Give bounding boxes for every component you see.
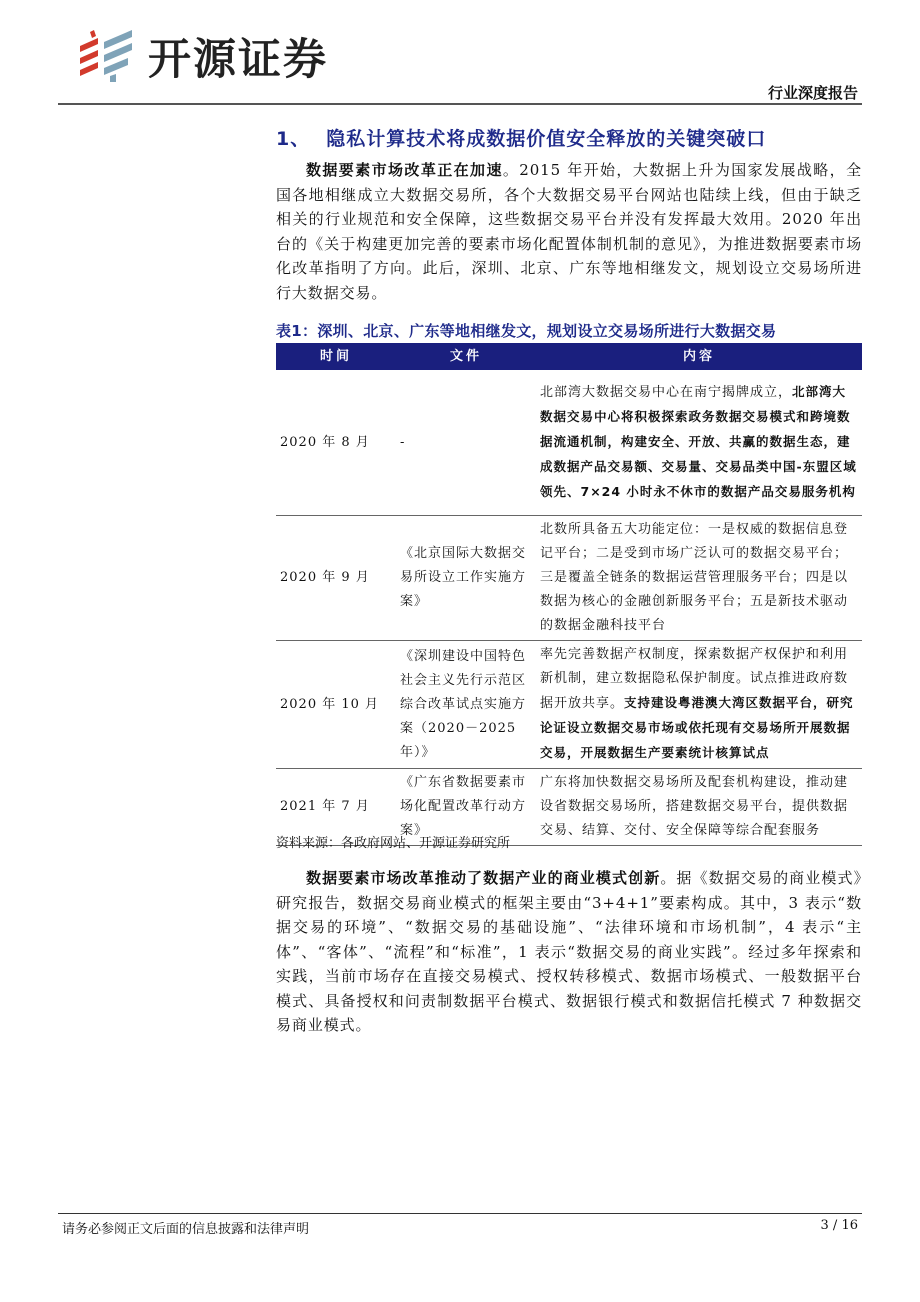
section-heading [276,124,766,151]
section-title: 隐私计算技术将成数据价值安全释放的关键突破口 [326,128,767,150]
content-plain: 北部湾大数据交易中心在南宁揭牌成立， [540,385,793,400]
header-content: 内容 [536,343,862,370]
cell-file: 《广东省数据要素市场化配置改革行动方案》 [396,769,536,846]
cell-time: 2020 年 8 月 [276,370,396,516]
company-logo [76,28,328,84]
cell-content [536,370,862,516]
table-row [276,516,862,641]
paragraph-1-lead: 数据要素市场改革正在加速 [306,161,503,179]
paragraph-2-lead: 数据要素市场改革推动了数据产业的商业模式创新 [306,869,661,887]
cell-file: 《北京国际大数据交易所设立工作实施方案》 [396,516,536,641]
paragraph-2 [276,866,862,1038]
table-row [276,370,862,516]
header-divider [58,103,862,105]
table-row [276,641,862,769]
cell-time: 2021 年 7 月 [276,769,396,846]
footer-divider [58,1213,862,1214]
policy-table [276,343,862,846]
table-caption: 表1：深圳、北京、广东等地相继发文，规划设立交易场所进行大数据交易 [276,322,777,340]
paragraph-1 [276,158,862,305]
table-header-row [276,343,862,370]
cell-file: - [396,370,536,516]
cell-time: 2020 年 9 月 [276,516,396,641]
content-plain: 广东将加快数据交易场所及配套机构建设，推动建设省数据交易场所，搭建数据交易平台，提供数据交易、结算、交付、安全保障等综合配套服务 [540,775,849,838]
table-source: 资料来源：各政府网站、开源证券研究所 [276,836,511,851]
paragraph-2-text: 。据《数据交易的商业模式》研究报告，数据交易商业模式的框架主要由“3+4+1”要素构成。其中，3 表示“数据交易的环境”、“数据交易的基础设施”、“法律环境和市场机制”，4 表示“主体”、“客体”、“流程”和“标准”，1 表示“数据交易的商业实践”。经过多年探索和实践，当前市场存在直接交易模式、授权转移模式、数据市场模式、一般数据平台模式、具备授权和问责制数据平台模式、数据银行模式和数据信托模式 7 种数据交易商业模式。 [276,869,862,1034]
paragraph-1-text: 。2015 年开始，大数据上升为国家发展战略，全国各地相继成立大数据交易所，各个大数据交易平台网站也陆续上线，但由于缺乏相关的行业规范和安全保障，这些数据交易平台并没有发挥最大效用。2020 年出台的《关于构建更加完善的要素市场化配置体制机制的意见》，为推进数据要素市场化改革指明了方向。此后，深圳、北京、广东等地相继发文，规划设立交易场所进行大数据交易。 [276,161,862,302]
cell-time: 2020 年 10 月 [276,641,396,769]
content-plain: 率先完善数据产权制度，探索数据产权保护和利用新机制，建立数据隐私保护制度。试点推进政府数据开放共享。 [540,647,849,711]
section-number: 1、 [276,128,311,150]
content-bold: 支持建设粤港澳大湾区数据平台，研究论证设立数据交易市场或依托现有交易场所开展数据交易，开展数据生产要素统计核算试点 [540,695,854,760]
footer-disclaimer: 请务必参阅正文后面的信息披露和法律声明 [62,1222,310,1237]
content-plain: 北数所具备五大功能定位：一是权威的数据信息登记平台；二是受到市场广泛认可的数据交易平台；三是覆盖全链条的数据运营管理服务平台；四是以数据为核心的金融创新服务平台；五是新技术驱动的数据金融科技平台 [540,522,849,633]
cell-content [536,641,862,769]
logo-text: 开源证券 [148,34,328,85]
content-bold: 北部湾大数据交易中心将积极探索政务数据交易模式和跨境数据流通机制，构建安全、开放、共赢的数据生态，建成数据产品交易额、交易量、交易品类中国-东盟区域领先、7×24 小时永不休市的数据产品交易服务机构 [540,384,857,499]
logo-mark-icon [76,28,138,84]
cell-file: 《深圳建设中国特色社会主义先行示范区综合改革试点实施方案（2020－2025 年）》 [396,641,536,769]
page-number: 3 / 16 [820,1218,858,1233]
cell-content [536,516,862,641]
header-file: 文件 [396,343,536,370]
header-time: 时间 [276,343,396,370]
report-type-label: 行业深度报告 [767,84,858,102]
